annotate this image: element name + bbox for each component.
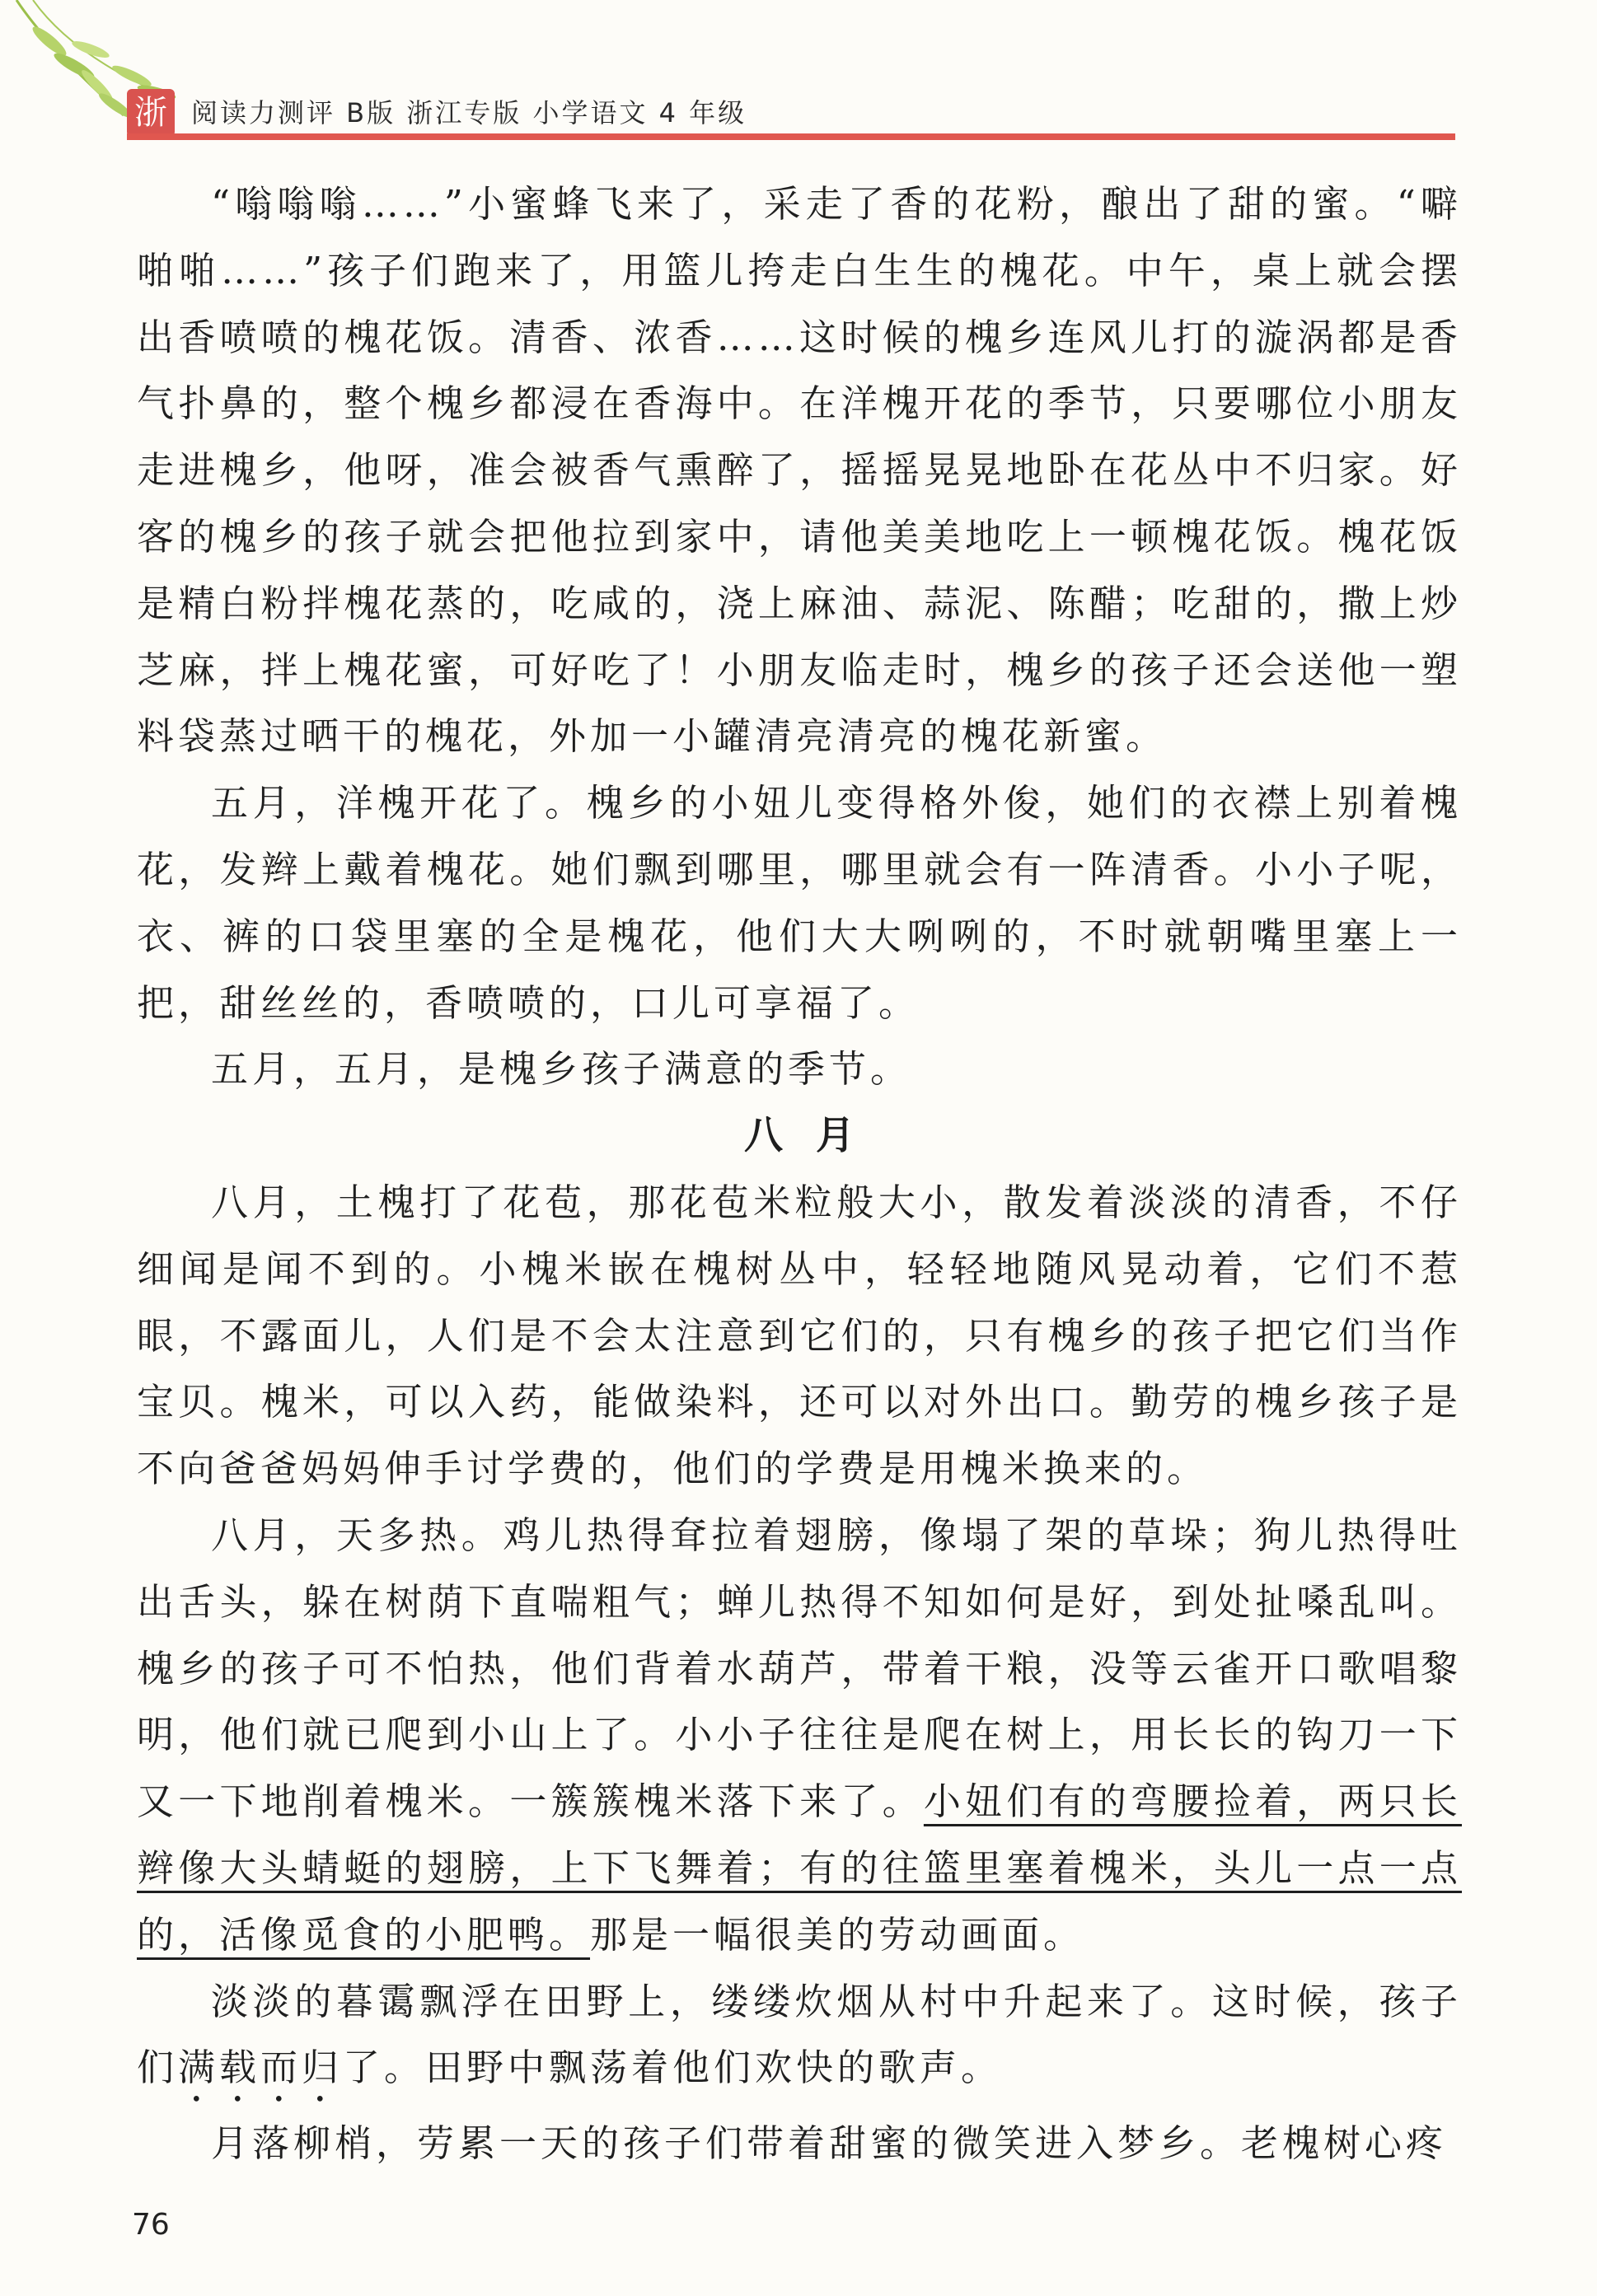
page-number: 76 bbox=[132, 2208, 170, 2242]
paragraph-6 bbox=[137, 1969, 1462, 2111]
article-body bbox=[137, 171, 1462, 2177]
header-divider bbox=[127, 133, 1455, 140]
region-badge: 浙 bbox=[127, 89, 175, 137]
book-title: 阅读力测评 B版 浙江专版 小学语文 4 年级 bbox=[191, 97, 747, 129]
paragraph-6-text: 淡淡的暮霭飘浮在田野上，缕缕炊烟从村中升起来了。这时候，孩子们 bbox=[137, 1979, 1462, 2090]
paragraph-2: 五月，洋槐开花了。槐乡的小妞儿变得格外俊，她们的衣襟上别着槐花，发辫上戴着槐花。她们飘到哪里，哪里就会有一阵清香。小小子呢，衣、裤的口袋里塞的全是槐花，他们大大咧咧的，不时就朝嘴里塞上一把，甜丝丝的，香喷喷的，口儿可享福了。 bbox=[137, 781, 1462, 1025]
paragraph-5-text: 八月，天多热。鸡儿热得耷拉着翅膀，像塌了架的草垛；狗儿热得吐出舌头，躲在树荫下直喘粗气；蝉儿热得不知如何是好，到处扯嗓乱叫。槐乡的孩子可不怕热，他们背着水葫芦，带着干粮，没等云雀开口歌唱黎明，他们就已爬到小山上了。小小子往往是爬在树上，用长长的钩刀一下又一下地削着槐米。一簇簇槐米落下来了。 bbox=[137, 1513, 1462, 1824]
paragraph-5-end: 那是一幅很美的劳动画面。 bbox=[590, 1912, 1085, 1957]
paragraph-5 bbox=[137, 1503, 1462, 1969]
paragraph-7: 月落柳梢，劳累一天的孩子们带着甜蜜的微笑进入梦乡。老槐树心疼 bbox=[211, 2121, 1448, 2166]
paragraph-6-end: 了。田野中飘荡着他们欢快的歌声。 bbox=[343, 2046, 1003, 2090]
willow-leaves-decoration bbox=[0, 0, 198, 165]
paragraph-4: 八月，土槐打了花苞，那花苞米粒般大小，散发着淡淡的清香，不仔细闻是闻不到的。小槐米嵌在槐树丛中，轻轻地随风晃动着，它们不惹眼，不露面儿，人们是不会太注意到它们的，只有槐乡的孩子把它们当作宝贝。槐米，可以入药，能做染料，还可以对外出口。勤劳的槐乡孩子是不向爸爸妈妈伸手讨学费的，他们的学费是用槐米换来的。 bbox=[137, 1180, 1462, 1491]
section-heading-august: 八月 bbox=[744, 1113, 887, 1159]
paragraph-3: 五月，五月，是槐乡孩子满意的季节。 bbox=[211, 1047, 912, 1092]
underlined-passage: 小妞们有的弯腰捡着，两只长辫像大头蜻蜓的翅膀，上下飞舞着；有的往篮里塞着槐米，头儿一点一点的，活像觅食的小肥鸭。 bbox=[137, 1779, 1462, 1957]
paragraph-1: “嗡嗡嗡……”小蜜蜂飞来了，采走了香的花粉，酿出了甜的蜜。“噼啪啪……”孩子们跑来了，用篮儿挎走白生生的槐花。中午，桌上就会摆出香喷喷的槐花饭。清香、浓香……这时候的槐乡连风儿打的漩涡都是香气扑鼻的，整个槐乡都浸在香海中。在洋槐开花的季节，只要哪位小朋友走进槐乡，他呀，准会被香气熏醉了，摇摇晃晃地卧在花丛中不归家。好客的槐乡的孩子就会把他拉到家中，请他美美地吃上一顿槐花饭。槐花饭是精白粉拌槐花蒸的，吃咸的，浇上麻油、蒜泥、陈醋；吃甜的，撒上炒芝麻，拌上槐花蜜，可好吃了！小朋友临走时，槐乡的孩子还会送他一塑料袋蒸过晒干的槐花，外加一小罐清亮清亮的槐花新蜜。 bbox=[137, 182, 1462, 759]
dotted-phrase: 满载而归 bbox=[178, 2046, 344, 2090]
